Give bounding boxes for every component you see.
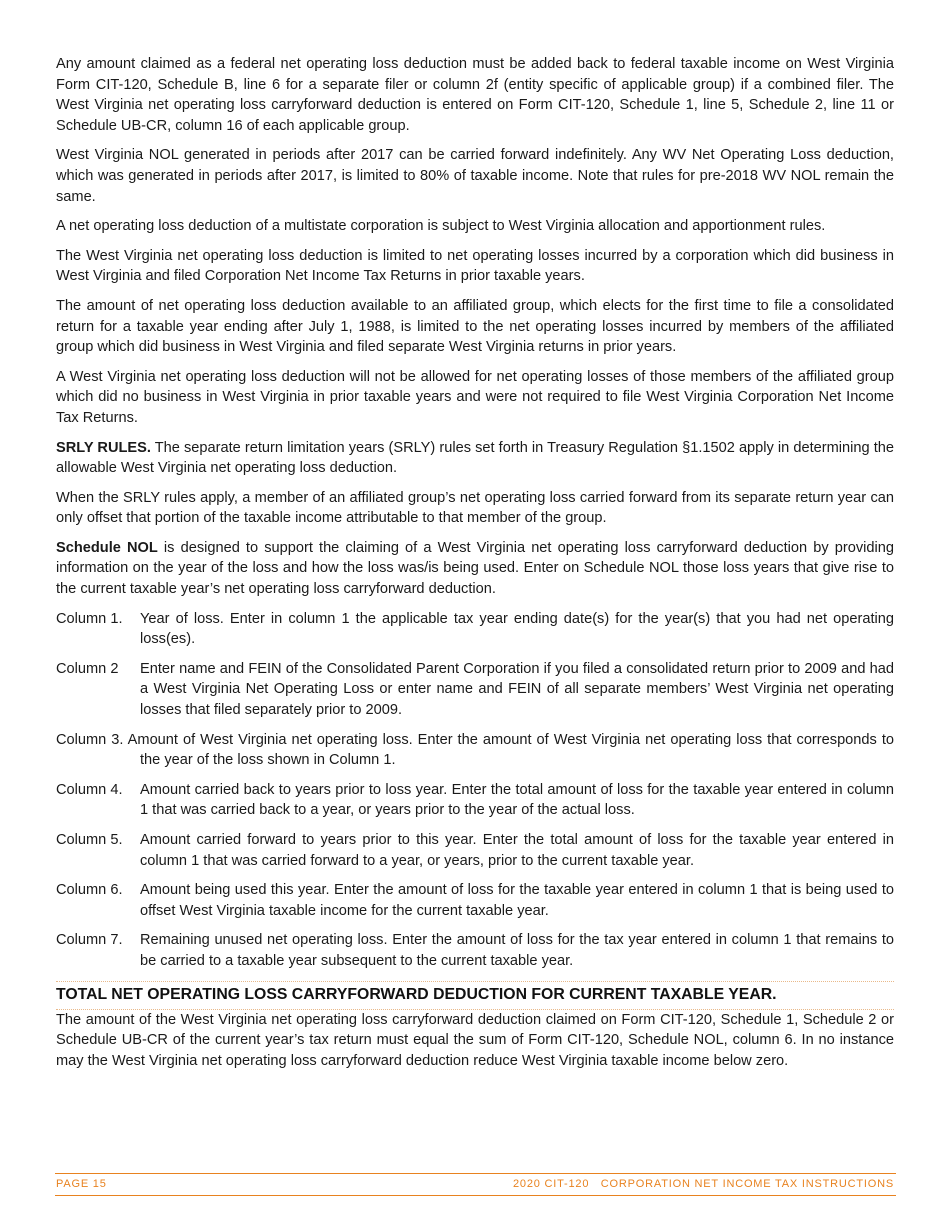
paragraph-no-business-members: A West Virginia net operating loss deduction will not be allowed for net operating losses of those members of the affiliated group which did no business in West Virginia in prior taxable years and were not required to file West Virginia Corporation Net Income Tax Returns. xyxy=(56,368,894,426)
schedule-nol-lead: Schedule NOL xyxy=(56,539,158,556)
paragraph-federal-nol-addback: Any amount claimed as a federal net operating loss deduction must be added back to federal taxable income on West Virginia Form CIT-120, Schedule B, line 6 for a separate filer or column 2f (entity specific of applicable group) if a combined filer. The West Virginia net operating loss carryforward deduction is entered on Form CIT-120, Schedule 1, line 5, Schedule 2, line 11 or Schedule UB-CR, column 16 of each applicable group. xyxy=(56,56,894,134)
column-label: Column 1. xyxy=(56,610,123,627)
column-label: Column 4. xyxy=(56,781,123,798)
paragraph-affiliated-group: The amount of net operating loss deduction available to an affiliated group, which elects for the first time to file a consolidated return for a taxable year ending after July 1, 1988, is limited to the net operating losses incurred by members of the affiliated group which did business in West Virginia and filed separate West Virginia returns in prior years. xyxy=(56,297,894,356)
column-text: Amount carried forward to years prior to this year. Enter the total amount of loss for the taxable year entered in column 1 that was carried forward to a year, or years, prior to the current taxable year. xyxy=(140,832,894,869)
footer-title: 2020 CIT-120 CORPORATION NET INCOME TAX INSTRUCTIONS xyxy=(512,1178,894,1190)
column-4-instruction xyxy=(56,780,894,821)
paragraph-schedule-nol xyxy=(56,538,894,600)
section-heading-total-nol: TOTAL NET OPERATING LOSS CARRYFORWARD DEDUCTION FOR CURRENT TAXABLE YEAR. xyxy=(56,981,894,1010)
paragraph-srly-rules xyxy=(56,438,894,479)
column-7-instruction xyxy=(56,930,894,971)
column-text: Remaining unused net operating loss. Enter the amount of loss for the tax year entered in column 1 that remains to be carried to a taxable year subsequent to the current taxable year. xyxy=(140,932,894,969)
paragraph-multistate: A net operating loss deduction of a multistate corporation is subject to West Virginia allocation and apportionment rules. xyxy=(56,218,826,235)
column-2-instruction xyxy=(56,659,894,721)
paragraph-post-2017-nol: West Virginia NOL generated in periods after 2017 can be carried forward indefinitely. Any WV Net Operating Loss deduction, which was generated in periods after 2017, is limited to 80% of taxable income. Note that rules for pre-2018 WV NOL remain the same. xyxy=(56,147,894,205)
column-text: Amount of West Virginia net operating loss. Enter the amount of West Virginia net operating loss that corresponds to the year of the loss shown in Column 1. xyxy=(127,731,894,769)
column-label: Column 2 xyxy=(56,660,119,677)
column-label: Column 6. xyxy=(56,882,123,899)
column-text: Amount being used this year. Enter the amount of loss for the taxable year entered in column 1 that is being used to offset West Virginia taxable income for the current taxable year. xyxy=(140,882,894,919)
srly-text: The separate return limitation years (SRLY) rules set forth in Treasury Regulation §1.1502 apply in determining the allowable West Virginia net operating loss deduction. xyxy=(56,439,894,477)
srly-lead: SRLY RULES. xyxy=(56,439,151,456)
column-5-instruction xyxy=(56,830,894,871)
paragraph-closing: The amount of the West Virginia net operating loss carryforward deduction claimed on Form CIT-120, Schedule 1, Schedule 2 or Schedule UB-CR of the current year’s tax return must equal the sum of Form CIT-120, Schedule NOL, column 6. In no instance may the West Virginia net operating loss carryforward deduction reduce West Virginia taxable income below zero. xyxy=(56,1011,894,1069)
page-footer xyxy=(55,1173,896,1196)
column-text: Enter name and FEIN of the Consolidated Parent Corporation if you filed a consolidated return prior to 2009 and had a West Virginia Net Operating Loss or enter name and FEIN of all separate members’ West Virginia net operating losses that filed separately prior to 2009. xyxy=(140,660,894,719)
column-1-instruction xyxy=(56,609,894,650)
paragraph-srly-followup: When the SRLY rules apply, a member of an affiliated group’s net operating loss carried forward from its separate return year can only offset that portion of the taxable income attributable to that member of the group. xyxy=(56,489,894,527)
column-6-instruction xyxy=(56,880,894,921)
page-number: PAGE 15 xyxy=(56,1178,107,1190)
column-text: Year of loss. Enter in column 1 the applicable tax year ending date(s) for the year(s) that you had net operating loss(es). xyxy=(140,610,894,648)
column-label: Column 5. xyxy=(56,832,123,848)
paragraph-limitation: The West Virginia net operating loss deduction is limited to net operating losses incurred by a corporation which did business in West Virginia and filed Corporation Net Income Tax Returns in prior taxable years. xyxy=(56,247,894,285)
column-label: Column 3. xyxy=(56,731,124,748)
column-text: Amount carried back to years prior to loss year. Enter the total amount of loss for the taxable year entered in column 1 that was carried back to a year, or years prior to the year of the actual loss. xyxy=(140,781,894,819)
document-body xyxy=(56,54,894,1080)
schedule-nol-text: is designed to support the claiming of a West Virginia net operating loss carryforward deduction by providing information on the year of the loss and how the loss was/is being used. Enter on Schedule NOL those loss years that give rise to the current taxable year’s net operating loss carryforward deduction. xyxy=(56,539,895,598)
column-label: Column 7. xyxy=(56,932,123,949)
column-3-instruction xyxy=(56,730,894,771)
